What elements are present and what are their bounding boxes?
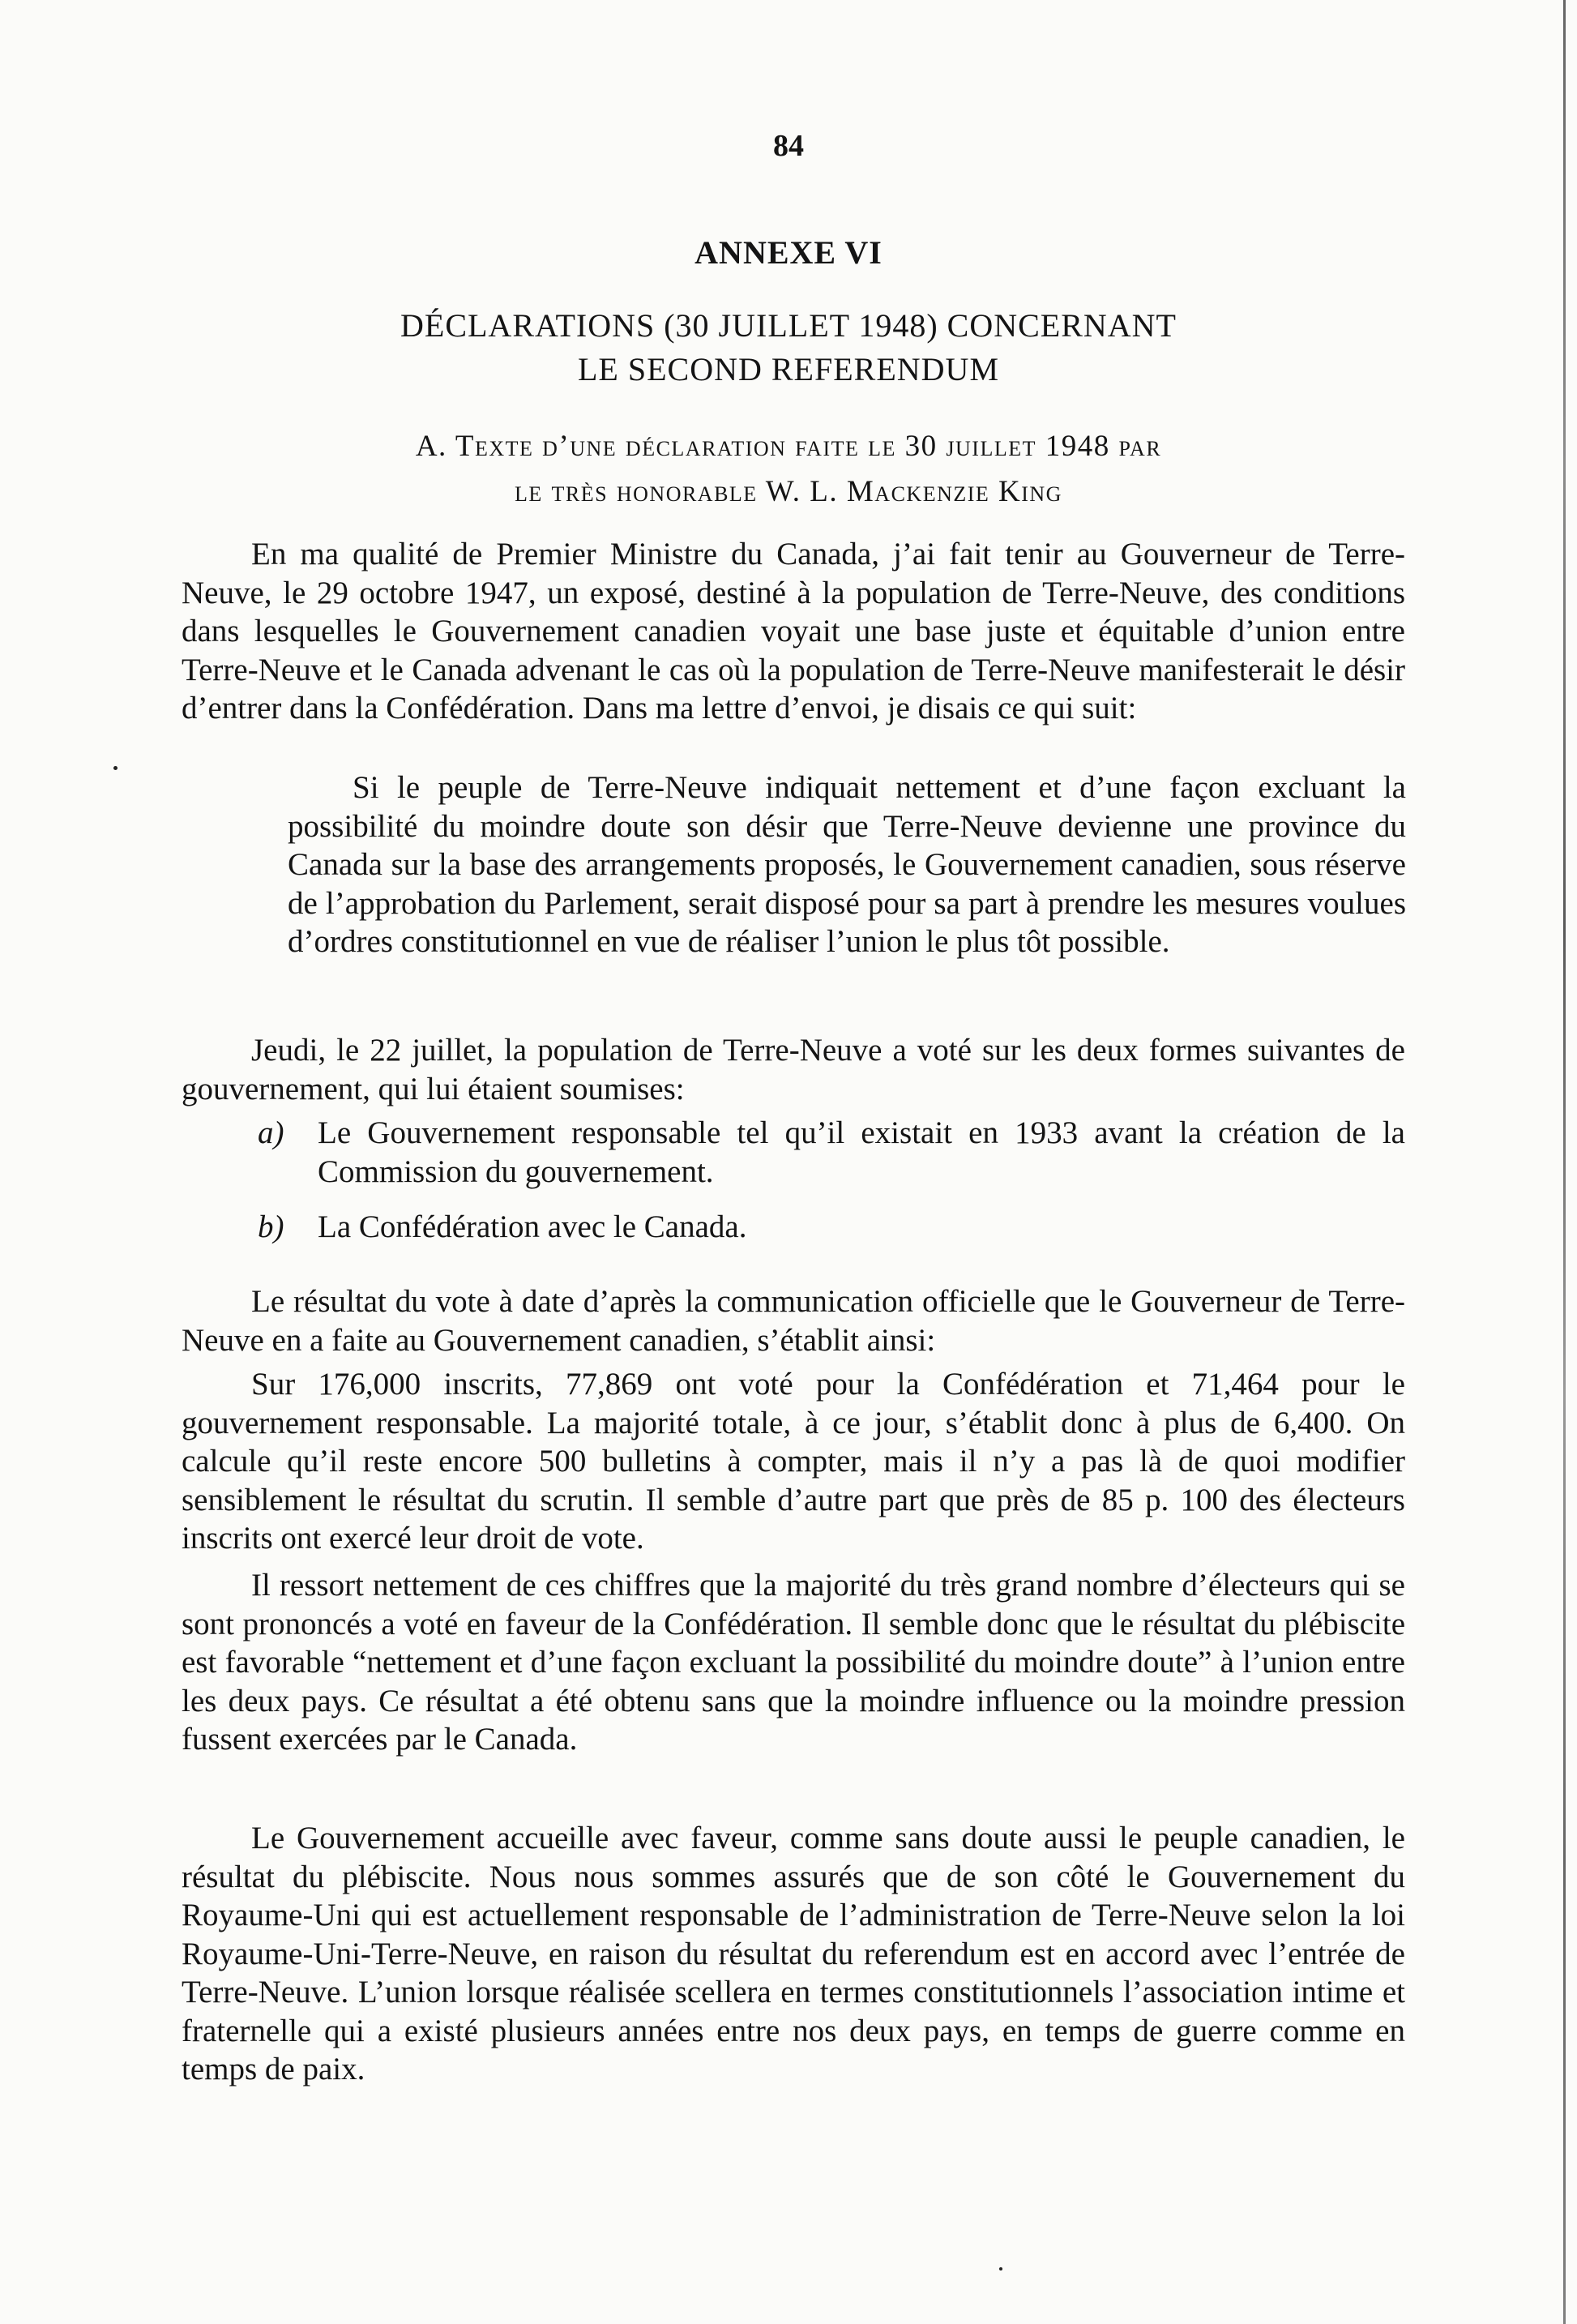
paragraph-6-text: Le Gouvernement accueille avec faveur, comme sans doute aussi le peuple canadien, le résultat du plébiscite. Nous nous sommes assurés que de son côté le Gouvernement du Royaume-Uni qui est actuellement responsable de l’administration de Terre-Neuve selon la loi Royaume-Uni-Terre-Neuve, en raison du résultat du referendum est en accord avec l’entrée de Terre-Neuve. L’union lorsque réalisée scellera en termes constitutionnels l’association intime et fraternelle qui a existé plusieurs années entre nos deux pays, en temps de guerre comme en temps de paix. xyxy=(182,1821,1405,2086)
subtitle-line-2: le très honorable W. L. Mackenzie King xyxy=(515,475,1062,508)
paragraph-6 xyxy=(182,1819,1405,2089)
paragraph-4 xyxy=(182,1365,1405,1558)
option-a-marker: a) xyxy=(258,1115,284,1150)
paragraph-4-text: Sur 176,000 inscrits, 77,869 ont voté pour la Confédération et 71,464 pour le gouvernement responsable. La majorité totale, à ce jour, s’établit donc à plus de 6,400. On calcule qu’il reste encore 500 bulletins à compter, mais il n’y a pas là de quoi modifier sensiblement le résultat du scrutin. Il semble d’autre part que près de 85 p. 100 des électeurs inscrits ont exercé leur droit de vote. xyxy=(182,1367,1405,1556)
paragraph-3 xyxy=(182,1282,1405,1359)
paragraph-1 xyxy=(182,535,1405,728)
paragraph-5-text: Il ressort nettement de ces chiffres que la majorité du très grand nombre d’électeurs qui se sont prononcés a voté en faveur de la Confédération. Il semble donc que le résultat du plébiscite est favorable “nettement et d’une façon excluant la possibilité du moindre doute” à l’union entre les deux pays. Ce résultat a été obtenu sans que la moindre influence ou la moindre pression fussent exercées par le Canada. xyxy=(182,1568,1405,1757)
paragraph-5 xyxy=(182,1566,1405,1759)
title-line-2: LE SECOND REFERENDUM xyxy=(577,351,1000,387)
option-b-text: La Confédération avec le Canada. xyxy=(318,1209,747,1244)
section-subtitle xyxy=(0,424,1577,515)
paragraph-2-text: Jeudi, le 22 juillet, la population de Terre-Neuve a voté sur les deux formes suivantes de gouvernement, qui lui étaient soumises: xyxy=(182,1033,1405,1106)
paragraph-2 xyxy=(182,1031,1405,1108)
option-b-marker: b) xyxy=(258,1209,284,1244)
quoted-letter-text: Si le peuple de Terre-Neuve indiquait nettement et d’une façon excluant la possibilité du moindre doute son désir que Terre-Neuve devienne une province du Canada sur la base des arrangements proposés, le Gouvernement canadien, sous réserve de l’approbation du Parlement, serait disposé pour sa part à prendre les mesures voulues d’ordres constitutionnel en vue de réaliser l’union le plus tôt possible. xyxy=(288,770,1406,959)
quoted-letter xyxy=(288,768,1406,961)
annex-heading: ANNEXE VI xyxy=(694,234,883,271)
option-a xyxy=(258,1114,1405,1191)
paragraph-1-text: En ma qualité de Premier Ministre du Canada, j’ai fait tenir au Gouverneur de Terre-Neuve, le 29 octobre 1947, un exposé, destiné à la population de Terre-Neuve, des conditions dans lesquelles le Gouvernement canadien voyait une base juste et équitable d’union entre Terre-Neuve et le Canada advenant le cas où la population de Terre-Neuve manifesterait le désir d’entrer dans la Confédération. Dans ma lettre d’envoi, je disais ce qui suit: xyxy=(182,537,1405,725)
page-number: 84 xyxy=(773,129,804,163)
option-b xyxy=(258,1208,1405,1247)
document-title xyxy=(0,304,1577,392)
option-a-text: Le Gouvernement responsable tel qu’il existait en 1933 avant la création de la Commission du gouvernement. xyxy=(318,1115,1405,1189)
subtitle-line-1: A. Texte d’une déclaration faite le 30 juillet 1948 par xyxy=(415,430,1162,463)
title-line-1: DÉCLARATIONS (30 JUILLET 1948) CONCERNANT xyxy=(400,307,1177,344)
scan-speck xyxy=(999,2267,1002,2271)
paragraph-3-text: Le résultat du vote à date d’après la communication officielle que le Gouverneur de Terre-Neuve en a faite au Gouvernement canadien, s’établit ainsi: xyxy=(182,1284,1405,1358)
scan-speck xyxy=(113,766,118,770)
